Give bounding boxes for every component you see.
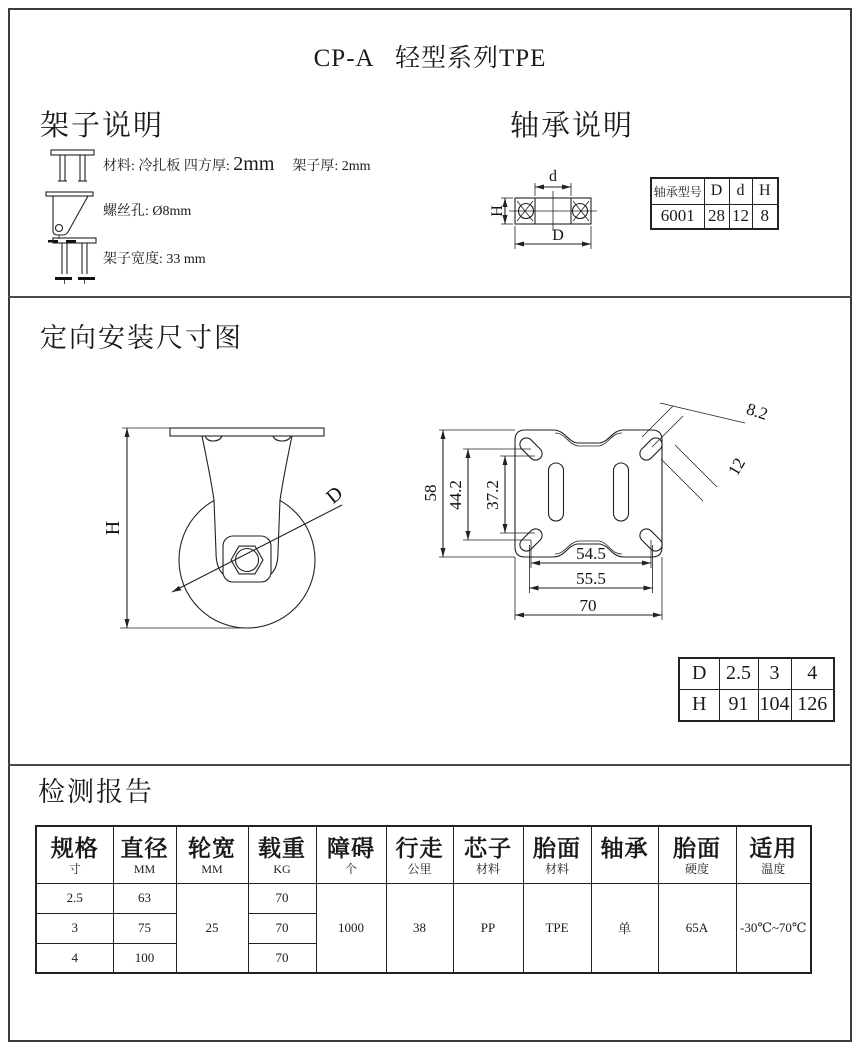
bearing-dim-d-label: d — [549, 168, 557, 185]
frame-screwhole-row: 螺丝孔: Ø8mm — [103, 204, 192, 219]
plate-dim-44-2: 44.2 — [446, 480, 465, 510]
header-main: 适用 — [749, 835, 798, 861]
frame-width-row: 架子宽度: 33 mm — [103, 252, 206, 267]
tread-material-cell: TPE — [523, 883, 591, 973]
report-header-diameter — [113, 826, 176, 883]
bearing-D-value: 28 — [704, 204, 729, 229]
bearing-spec-table — [650, 177, 779, 230]
header-sub: 个 — [344, 861, 357, 876]
header-main: 轮宽 — [188, 835, 236, 861]
temperature-cell: -30℃~70℃ — [736, 883, 811, 973]
obstacle-cell: 1000 — [316, 883, 386, 973]
plate-dim-8-2: 8.2 — [744, 399, 771, 424]
header-main: 直径 — [120, 835, 169, 861]
header-sub: 公里 — [407, 861, 432, 876]
report-row-2-5 — [36, 883, 811, 913]
plate-dim-12: 12 — [724, 454, 750, 479]
header-sub: 材料 — [544, 861, 569, 876]
bearing-table-header-H: H — [752, 178, 778, 204]
header-sub: MM — [133, 861, 156, 876]
dh-size-table — [678, 657, 835, 722]
header-main: 障碍 — [327, 835, 375, 861]
frame-material-row — [103, 153, 503, 176]
load-cell: 70 — [248, 883, 316, 913]
bearing-model-value: 6001 — [651, 204, 704, 229]
mounting-plate-drawing — [415, 385, 775, 640]
plate-dim-55-5: 55.5 — [576, 569, 606, 588]
header-sub: 寸 — [68, 861, 81, 876]
core-material-cell: PP — [453, 883, 523, 973]
caster-side-view-drawing — [90, 400, 370, 650]
report-header-temp — [736, 826, 811, 883]
load-cell: 70 — [248, 943, 316, 973]
header-main: 芯子 — [464, 835, 512, 861]
size-cell: 4 — [36, 943, 113, 973]
frame-section-heading: 架子说明 — [40, 110, 165, 142]
frame-width-icon — [52, 236, 98, 288]
frame-top-view-icon — [50, 147, 96, 187]
bearing-dim-H-label: H — [489, 205, 506, 217]
frame-material-label: 材料: 冷扎板 四方厚: — [103, 159, 234, 174]
bearing-table-header-model: 轴承型号 — [651, 178, 704, 204]
section-divider-1 — [8, 296, 852, 298]
header-main: 载重 — [258, 835, 306, 861]
plate-dim-37-2: 37.2 — [483, 480, 502, 510]
header-sub — [592, 862, 658, 877]
frame-thickness-value: 2mm — [233, 153, 275, 175]
report-header-size — [36, 826, 113, 883]
diameter-cell: 75 — [113, 913, 176, 943]
plate-dim-54-5: 54.5 — [576, 544, 606, 563]
report-section-heading: 检测报告 — [38, 777, 154, 807]
report-header-travel — [386, 826, 453, 883]
frame-plate-thickness-label: 架子厚: 2mm — [292, 159, 371, 174]
dh-D-value-3: 4 — [791, 658, 834, 689]
bearing-section-heading: 轴承说明 — [510, 110, 635, 142]
size-cell: 3 — [36, 913, 113, 943]
header-main: 轴承 — [600, 835, 649, 861]
dh-H-value-1: 91 — [719, 689, 758, 721]
bearing-d-value: 12 — [729, 204, 752, 229]
install-section-heading: 定向安装尺寸图 — [40, 323, 243, 353]
report-header-load — [248, 826, 316, 883]
report-header-bearing — [591, 826, 658, 883]
plate-dim-70: 70 — [579, 596, 597, 615]
bearing-table-header-d: d — [729, 178, 752, 204]
report-header-obstacle — [316, 826, 386, 883]
bearing-type-cell: 单 — [591, 883, 658, 973]
caster-dim-D-label: D — [322, 482, 348, 509]
header-main: 胎面 — [673, 835, 721, 861]
header-main: 胎面 — [533, 835, 581, 861]
header-sub: MM — [201, 861, 223, 876]
wheel-width-cell: 25 — [176, 883, 248, 973]
dh-D-value-1: 2.5 — [719, 658, 758, 689]
load-cell: 70 — [248, 913, 316, 943]
header-sub: 材料 — [475, 861, 500, 876]
test-report-table — [35, 825, 812, 974]
bearing-H-value: 8 — [752, 204, 778, 229]
tread-hardness-cell: 65A — [658, 883, 736, 973]
report-header-wheel-width — [176, 826, 248, 883]
header-main: 规格 — [50, 835, 99, 861]
diameter-cell: 100 — [113, 943, 176, 973]
header-sub: 硬度 — [684, 861, 709, 876]
header-sub: KG — [273, 861, 291, 876]
header-main: 行走 — [395, 835, 444, 861]
plate-dim-58: 58 — [421, 484, 440, 502]
report-header-tread — [523, 826, 591, 883]
dh-H-value-3: 126 — [791, 689, 834, 721]
header-sub: 温度 — [761, 861, 786, 876]
report-header-row — [36, 826, 811, 883]
travel-cell: 38 — [386, 883, 453, 973]
dh-D-value-2: 3 — [758, 658, 791, 689]
report-header-hardness — [658, 826, 736, 883]
bearing-cross-section-drawing — [465, 145, 645, 265]
page-title: CP-A 轻型系列TPE — [313, 45, 547, 72]
dh-row-H-label: H — [679, 689, 719, 721]
report-header-core — [453, 826, 523, 883]
section-divider-2 — [8, 764, 852, 766]
dh-row-D-label: D — [679, 658, 719, 689]
size-cell: 2.5 — [36, 883, 113, 913]
dh-H-value-2: 104 — [758, 689, 791, 721]
caster-dim-H-label: H — [102, 520, 124, 536]
diameter-cell: 63 — [113, 883, 176, 913]
bearing-table-header-D: D — [704, 178, 729, 204]
bearing-dim-D-label: D — [552, 227, 564, 244]
